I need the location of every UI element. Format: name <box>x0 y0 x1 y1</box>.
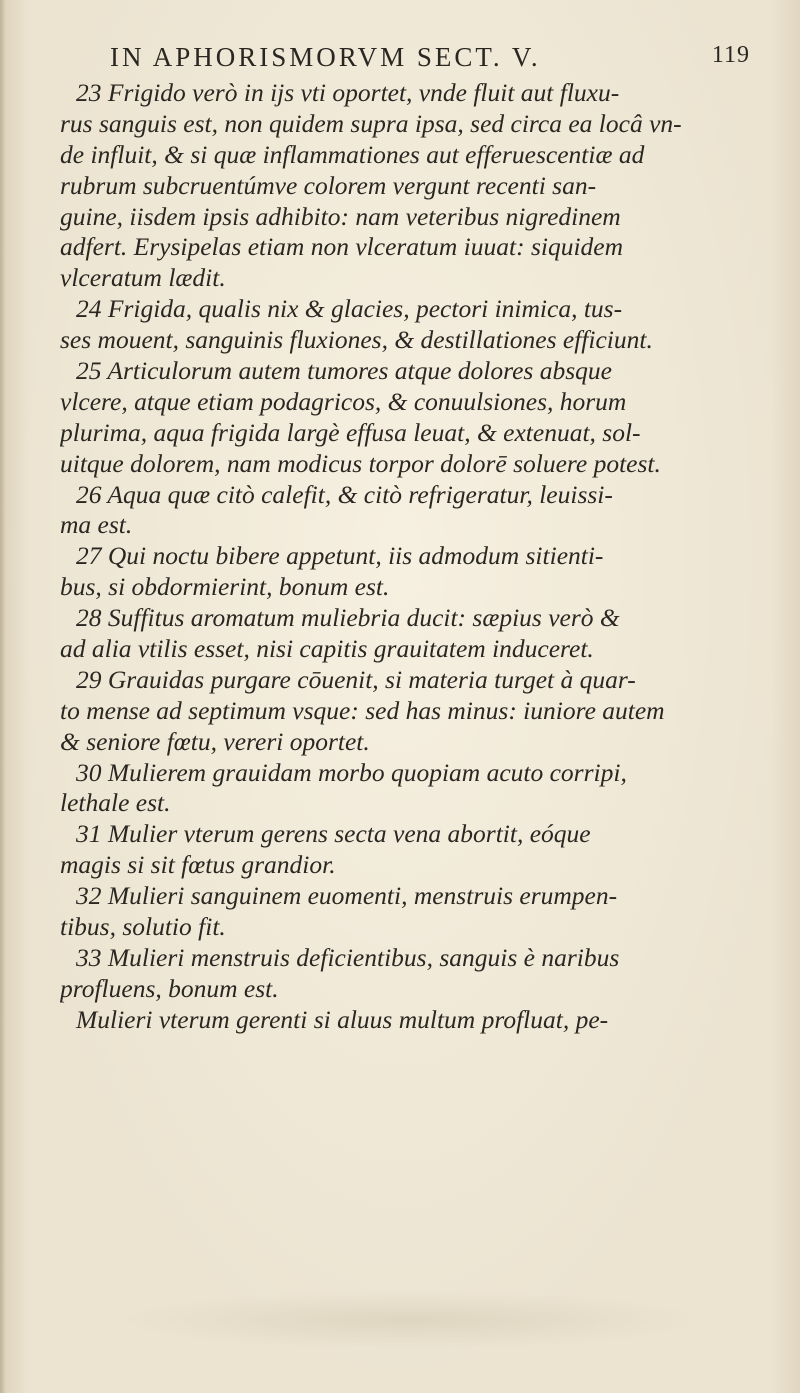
text-line: 31 Mulier vterum gerens secta vena abortit, eóque <box>76 819 591 849</box>
text-line: 27 Qui noctu bibere appetunt, iis admodum sitienti- <box>76 541 604 571</box>
text-line: ad alia vtilis esset, nisi capitis grauitatem induceret. <box>60 634 594 664</box>
text-line: 26 Aqua quæ citò calefit, & citò refrigeratur, leuissi- <box>76 479 613 509</box>
text-line: de influit, & si quæ inflammationes aut efferuescentiæ ad <box>60 139 645 169</box>
text-line: Mulieri vterum gerenti si aluus multum profluat, pe- <box>76 1004 609 1034</box>
running-head-title: IN APHORISMORVM SECT. V. <box>110 42 541 72</box>
text-line: rubrum subcruentúmve colorem vergunt recenti san- <box>60 170 597 200</box>
text-line: lethale est. <box>60 788 171 818</box>
text-line: 32 Mulieri sanguinem euomenti, menstruis erumpen- <box>76 881 618 911</box>
text-line: 30 Mulierem grauidam morbo quopiam acuto corripi, <box>76 757 627 787</box>
text-line: tibus, solutio fit. <box>60 912 226 942</box>
text-line: to mense ad septimum vsque: sed has minus: iuniore autem <box>60 695 665 725</box>
running-head <box>110 42 750 78</box>
text-line: plurima, aqua frigida largè effusa leuat, & extenuat, sol- <box>60 417 641 447</box>
text-line: uitque dolorem, nam modicus torpor dolorē soluere potest. <box>60 448 661 478</box>
aphorism-text <box>60 78 750 1036</box>
page-gutter-shadow <box>0 0 6 1393</box>
text-line: adfert. Erysipelas etiam non vlceratum iuuat: siquidem <box>60 232 624 262</box>
text-line: & seniore fœtu, vereri oportet. <box>60 726 370 756</box>
text-line: vlceratum lædit. <box>60 263 226 293</box>
text-line: bus, si obdormierint, bonum est. <box>60 572 390 602</box>
text-line: 24 Frigida, qualis nix & glacies, pectori inimica, tus- <box>76 294 623 324</box>
text-line: ma est. <box>60 510 133 540</box>
paper-stain <box>110 1290 710 1350</box>
text-line: magis si sit fœtus grandior. <box>60 850 336 880</box>
text-line: rus sanguis est, non quidem supra ipsa, sed circa ea locâ vn- <box>60 108 682 138</box>
text-line: ses mouent, sanguinis fluxiones, & destillationes efficiunt. <box>60 325 653 355</box>
text-line: guine, iisdem ipsis adhibito: nam veteribus nigredinem <box>60 201 621 231</box>
text-line: vlcere, atque etiam podagricos, & conuulsiones, horum <box>60 386 627 416</box>
page-number: 119 <box>711 42 750 68</box>
text-line: 28 Suffitus aromatum muliebria ducit: sæpius verò & <box>76 603 620 633</box>
text-line: 29 Grauidas purgare cōuenit, si materia turget à quar- <box>76 664 636 694</box>
text-line: 33 Mulieri menstruis deficientibus, sanguis è naribus <box>76 942 620 972</box>
text-line: profluens, bonum est. <box>60 973 279 1003</box>
text-line: 25 Articulorum autem tumores atque dolores absque <box>76 356 612 386</box>
text-line: 23 Frigido verò in ijs vti oportet, vnde fluit aut fluxu- <box>76 78 620 107</box>
